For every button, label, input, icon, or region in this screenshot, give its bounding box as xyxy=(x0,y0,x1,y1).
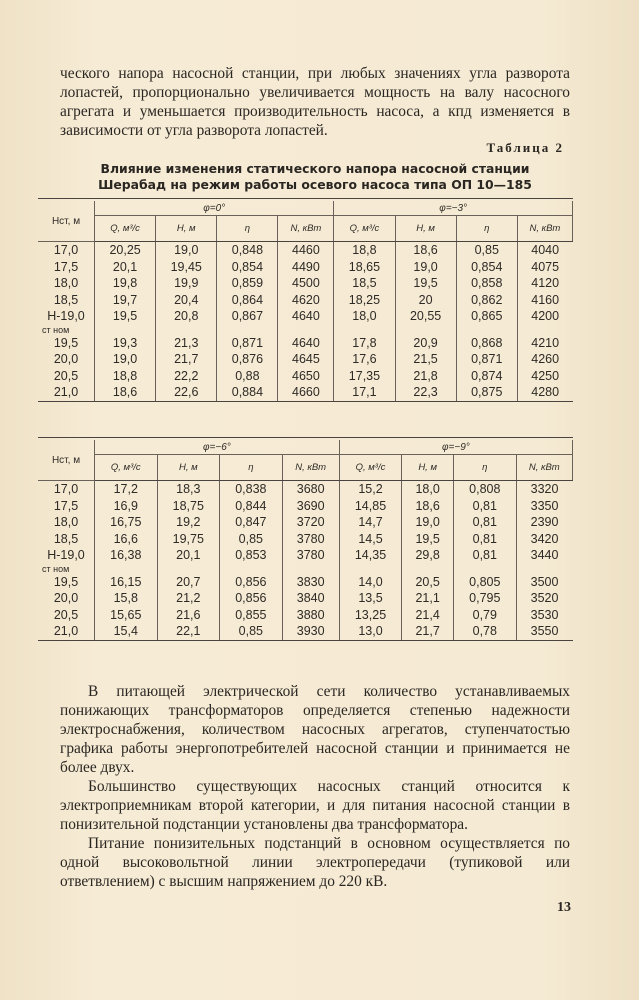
nominal-label: ст ном xyxy=(38,325,95,335)
table-cell: 0,865 xyxy=(456,308,517,325)
table-cell: 3780 xyxy=(282,531,339,548)
cell-h-st: 18,0 xyxy=(38,514,95,531)
table-cell: 19,0 xyxy=(402,514,454,531)
table-cell: 0,85 xyxy=(220,623,283,640)
table-cell: 20,1 xyxy=(95,259,156,276)
header-h: H, м xyxy=(156,216,217,242)
table-cell: 0,874 xyxy=(456,368,517,385)
data-table-1 xyxy=(38,198,573,402)
gap-cell xyxy=(402,564,454,574)
table-cell: 4645 xyxy=(278,351,334,368)
cell-h-st: 21,0 xyxy=(38,384,95,401)
table-cell: 16,15 xyxy=(95,574,158,591)
table-cell: 0,856 xyxy=(220,590,283,607)
table-cell: 15,8 xyxy=(95,590,158,607)
gap-cell xyxy=(278,325,334,335)
table-cell: 4260 xyxy=(517,351,572,368)
table-cell: 0,868 xyxy=(456,335,517,352)
table-cell: 14,5 xyxy=(339,531,402,548)
table-cell: 21,6 xyxy=(157,607,220,624)
table-cell: 14,85 xyxy=(339,498,402,515)
table-cell: 3320 xyxy=(516,481,572,498)
table-cell: 14,7 xyxy=(339,514,402,531)
table-cell: 17,8 xyxy=(334,335,395,352)
gap-cell xyxy=(157,564,220,574)
cell-h-st: 17,5 xyxy=(38,498,95,515)
table-cell: 4620 xyxy=(278,292,334,309)
gap-cell xyxy=(395,325,456,335)
header-h: H, м xyxy=(402,455,454,481)
table-cell: 13,0 xyxy=(339,623,402,640)
table-cell: 4640 xyxy=(278,335,334,352)
gap-cell xyxy=(334,325,395,335)
table-cell: 15,4 xyxy=(95,623,158,640)
table-cell: 20,1 xyxy=(157,547,220,564)
table-cell: 18,0 xyxy=(334,308,395,325)
nominal-label: ст ном xyxy=(38,564,95,574)
table-caption xyxy=(60,161,570,193)
table-cell: 15,2 xyxy=(339,481,402,498)
table-cell: 20,9 xyxy=(395,335,456,352)
table-cell: 0,867 xyxy=(217,308,278,325)
table-cell: 18,6 xyxy=(95,384,156,401)
table-cell: 0,81 xyxy=(454,514,517,531)
table-cell: 22,3 xyxy=(395,384,456,401)
table-cell: 0,805 xyxy=(454,574,517,591)
table-cell: 0,859 xyxy=(217,275,278,292)
table-cell: 16,6 xyxy=(95,531,158,548)
table-cell: 3530 xyxy=(516,607,572,624)
table-cell: 22,2 xyxy=(156,368,217,385)
table-cell: 13,5 xyxy=(339,590,402,607)
table-cell: 18,5 xyxy=(334,275,395,292)
table-cell: 3840 xyxy=(282,590,339,607)
header-h-st: Hст, м xyxy=(38,440,95,481)
table-cell: 0,795 xyxy=(454,590,517,607)
cell-h-st: 18,0 xyxy=(38,275,95,292)
group-header-phi-minus-3: φ=−3° xyxy=(334,201,573,216)
table-cell: 4160 xyxy=(517,292,572,309)
table-row xyxy=(38,547,573,564)
table-cell: 21,4 xyxy=(402,607,454,624)
table-cell: 20,7 xyxy=(157,574,220,591)
cell-h-st: 19,5 xyxy=(38,335,95,352)
table-cell: 4660 xyxy=(278,384,334,401)
gap-cell xyxy=(220,564,283,574)
table-cell: 4500 xyxy=(278,275,334,292)
header-eta: η xyxy=(220,455,283,481)
table-cell: 21,2 xyxy=(157,590,220,607)
table-cell: 18,6 xyxy=(395,242,456,259)
table-cell: 14,0 xyxy=(339,574,402,591)
table-cell: 4460 xyxy=(278,242,334,259)
table-row xyxy=(38,368,573,385)
table-cell: 3440 xyxy=(516,547,572,564)
table-cell: 0,81 xyxy=(454,547,517,564)
table-cell: 19,0 xyxy=(395,259,456,276)
paragraph-2: Большинство существующих насосных станций относится к электроприемникам второй категории, и для питания насосной станции в понизительной подстанции установлены два трансформатора. xyxy=(60,778,570,833)
table-cell: 29,8 xyxy=(402,547,454,564)
table-cell: 18,6 xyxy=(402,498,454,515)
table-cell: 0,854 xyxy=(456,259,517,276)
table-cell: 0,79 xyxy=(454,607,517,624)
table-cell: 3830 xyxy=(282,574,339,591)
table-row xyxy=(38,481,573,498)
table-cell: 3930 xyxy=(282,623,339,640)
table-cell: 0,856 xyxy=(220,574,283,591)
table-cell: 0,85 xyxy=(220,531,283,548)
table-label: Таблица 2 xyxy=(486,140,564,155)
header-n: N, кВт xyxy=(517,216,572,242)
table-cell: 18,65 xyxy=(334,259,395,276)
gap-cell xyxy=(516,564,572,574)
table-cell: 17,35 xyxy=(334,368,395,385)
header-n: N, кВт xyxy=(516,455,572,481)
cell-h-st: 20,5 xyxy=(38,368,95,385)
cell-h-st: 19,5 xyxy=(38,574,95,591)
table-cell: 0,876 xyxy=(217,351,278,368)
table-cell: 4650 xyxy=(278,368,334,385)
table-cell: 0,78 xyxy=(454,623,517,640)
table-cell: 0,862 xyxy=(456,292,517,309)
gap-cell xyxy=(282,564,339,574)
table-cell: 3550 xyxy=(516,623,572,640)
header-q: Q, м³/с xyxy=(334,216,395,242)
table-cell: 3720 xyxy=(282,514,339,531)
table-cell: 19,5 xyxy=(395,275,456,292)
table-cell: 20,25 xyxy=(95,242,156,259)
paragraph-3: Питание понизительных подстанций в основном осуществляется по одной высоковольтной линии электропередачи (тупиковой или ответвлением) с высшим напряжением до 220 кВ. xyxy=(60,835,570,890)
table-row xyxy=(38,514,573,531)
table-row xyxy=(38,292,573,309)
table-cell: 18,8 xyxy=(95,368,156,385)
table-row xyxy=(38,351,573,368)
table-cell: 19,8 xyxy=(95,275,156,292)
table-cell: 20 xyxy=(395,292,456,309)
table-cell: 3350 xyxy=(516,498,572,515)
cell-h-st: 20,0 xyxy=(38,351,95,368)
table-cell: 0,855 xyxy=(220,607,283,624)
table-row xyxy=(38,531,573,548)
data-table-2 xyxy=(38,437,573,641)
table-cell: 22,1 xyxy=(157,623,220,640)
header-q: Q, м³/с xyxy=(339,455,402,481)
table-cell: 0,81 xyxy=(454,498,517,515)
body-text xyxy=(60,682,570,891)
table-cell: 3780 xyxy=(282,547,339,564)
table-cell: 0,858 xyxy=(456,275,517,292)
table-row xyxy=(38,384,573,401)
header-n: N, кВт xyxy=(282,455,339,481)
table-row xyxy=(38,498,573,515)
table-cell: 4640 xyxy=(278,308,334,325)
table-cell: 20,8 xyxy=(156,308,217,325)
table-cell: 19,7 xyxy=(95,292,156,309)
group-header-phi-0: φ=0° xyxy=(95,201,334,216)
table-cell: 19,3 xyxy=(95,335,156,352)
header-eta: η xyxy=(456,216,517,242)
table-row xyxy=(38,242,573,259)
cell-h-st: 20,0 xyxy=(38,590,95,607)
table-cell: 18,75 xyxy=(157,498,220,515)
header-n: N, кВт xyxy=(278,216,334,242)
table-cell: 17,1 xyxy=(334,384,395,401)
table-cell: 19,0 xyxy=(95,351,156,368)
table-cell: 19,9 xyxy=(156,275,217,292)
caption-line-1: Влияние изменения статического напора насосной станции xyxy=(100,161,530,176)
gap-cell xyxy=(217,325,278,335)
table-cell: 0,871 xyxy=(456,351,517,368)
nominal-row xyxy=(38,564,573,574)
cell-h-st: 18,5 xyxy=(38,292,95,309)
gap-cell xyxy=(456,325,517,335)
table-cell: 16,75 xyxy=(95,514,158,531)
table-cell: 20,55 xyxy=(395,308,456,325)
header-h-st: Hст, м xyxy=(38,201,95,242)
cell-h-st: H-19,0 xyxy=(38,547,95,564)
paragraph-1: В питающей электрической сети количество устанавливаемых понижающих трансформаторов определяется степенью надежности электроснабжения, количеством насосных агрегатов, ступенчатостью графика работы энергопотребителей насосной станции и принимается не более двух. xyxy=(60,683,570,776)
table-cell: 19,2 xyxy=(157,514,220,531)
table-cell: 19,5 xyxy=(95,308,156,325)
table-cell: 0,88 xyxy=(217,368,278,385)
table-cell: 3680 xyxy=(282,481,339,498)
table-cell: 21,8 xyxy=(395,368,456,385)
table-cell: 21,3 xyxy=(156,335,217,352)
table-cell: 21,1 xyxy=(402,590,454,607)
header-q: Q, м³/с xyxy=(95,216,156,242)
table-cell: 0,848 xyxy=(217,242,278,259)
intro-paragraph xyxy=(60,64,570,140)
gap-cell xyxy=(95,325,156,335)
table-cell: 19,75 xyxy=(157,531,220,548)
table-cell: 19,0 xyxy=(156,242,217,259)
table-cell: 17,6 xyxy=(334,351,395,368)
gap-cell xyxy=(156,325,217,335)
table-cell: 3500 xyxy=(516,574,572,591)
gap-cell xyxy=(517,325,572,335)
table-cell: 14,35 xyxy=(339,547,402,564)
header-eta: η xyxy=(217,216,278,242)
table-cell: 0,871 xyxy=(217,335,278,352)
table-cell: 0,864 xyxy=(217,292,278,309)
table-cell: 20,4 xyxy=(156,292,217,309)
cell-h-st: 18,5 xyxy=(38,531,95,548)
cell-h-st: 20,5 xyxy=(38,607,95,624)
table-row xyxy=(38,623,573,640)
cell-h-st: 21,0 xyxy=(38,623,95,640)
cell-h-st: 17,0 xyxy=(38,481,95,498)
table-cell: 3520 xyxy=(516,590,572,607)
table-cell: 21,7 xyxy=(156,351,217,368)
group-header-phi-minus-9: φ=−9° xyxy=(339,440,572,455)
table-cell: 0,853 xyxy=(220,547,283,564)
table-row xyxy=(38,275,573,292)
table-cell: 18,0 xyxy=(402,481,454,498)
table-cell: 16,9 xyxy=(95,498,158,515)
table-cell: 19,45 xyxy=(156,259,217,276)
table-cell: 22,6 xyxy=(156,384,217,401)
table-cell: 16,38 xyxy=(95,547,158,564)
table-cell: 0,847 xyxy=(220,514,283,531)
cell-h-st: H-19,0 xyxy=(38,308,95,325)
table-cell: 4120 xyxy=(517,275,572,292)
table-cell: 4250 xyxy=(517,368,572,385)
table-cell: 3420 xyxy=(516,531,572,548)
table-cell: 19,5 xyxy=(402,531,454,548)
table-cell: 3690 xyxy=(282,498,339,515)
group-header-phi-minus-6: φ=−6° xyxy=(95,440,340,455)
gap-cell xyxy=(95,564,158,574)
cell-h-st: 17,0 xyxy=(38,242,95,259)
header-eta: η xyxy=(454,455,517,481)
table-row xyxy=(38,259,573,276)
table-cell: 0,838 xyxy=(220,481,283,498)
table-cell: 13,25 xyxy=(339,607,402,624)
table-cell: 21,5 xyxy=(395,351,456,368)
table-cell: 4040 xyxy=(517,242,572,259)
nominal-row xyxy=(38,325,573,335)
page-number: 13 xyxy=(557,900,571,915)
table-cell: 2390 xyxy=(516,514,572,531)
table-row xyxy=(38,574,573,591)
table-cell: 0,854 xyxy=(217,259,278,276)
table-cell: 18,25 xyxy=(334,292,395,309)
table-cell: 21,7 xyxy=(402,623,454,640)
table-cell: 4280 xyxy=(517,384,572,401)
table-cell: 4075 xyxy=(517,259,572,276)
table-cell: 0,81 xyxy=(454,531,517,548)
gap-cell xyxy=(454,564,517,574)
table-cell: 3880 xyxy=(282,607,339,624)
table-cell: 0,875 xyxy=(456,384,517,401)
table-cell: 4490 xyxy=(278,259,334,276)
caption-line-2: Шерабад на режим работы осевого насоса типа ОП 10—185 xyxy=(98,177,532,192)
table-cell: 18,8 xyxy=(334,242,395,259)
table-cell: 0,85 xyxy=(456,242,517,259)
gap-cell xyxy=(339,564,402,574)
header-h: H, м xyxy=(395,216,456,242)
intro-text: ческого напора насосной станции, при любых значениях угла разворота лопастей, пропорционально увеличивается мощность на валу насосного агрегата и уменьшается производительность насоса, а кпд изменяется в зависимости от угла разворота лопастей. xyxy=(60,65,570,139)
table-cell: 15,65 xyxy=(95,607,158,624)
table-cell: 0,884 xyxy=(217,384,278,401)
table-cell: 17,2 xyxy=(95,481,158,498)
header-q: Q, м³/с xyxy=(95,455,158,481)
table-row xyxy=(38,590,573,607)
table-cell: 4210 xyxy=(517,335,572,352)
table-row xyxy=(38,607,573,624)
table-cell: 0,808 xyxy=(454,481,517,498)
table-cell: 18,3 xyxy=(157,481,220,498)
cell-h-st: 17,5 xyxy=(38,259,95,276)
table-row xyxy=(38,308,573,325)
table-cell: 0,844 xyxy=(220,498,283,515)
table-row xyxy=(38,335,573,352)
table-cell: 20,5 xyxy=(402,574,454,591)
table-cell: 4200 xyxy=(517,308,572,325)
header-h: H, м xyxy=(157,455,220,481)
